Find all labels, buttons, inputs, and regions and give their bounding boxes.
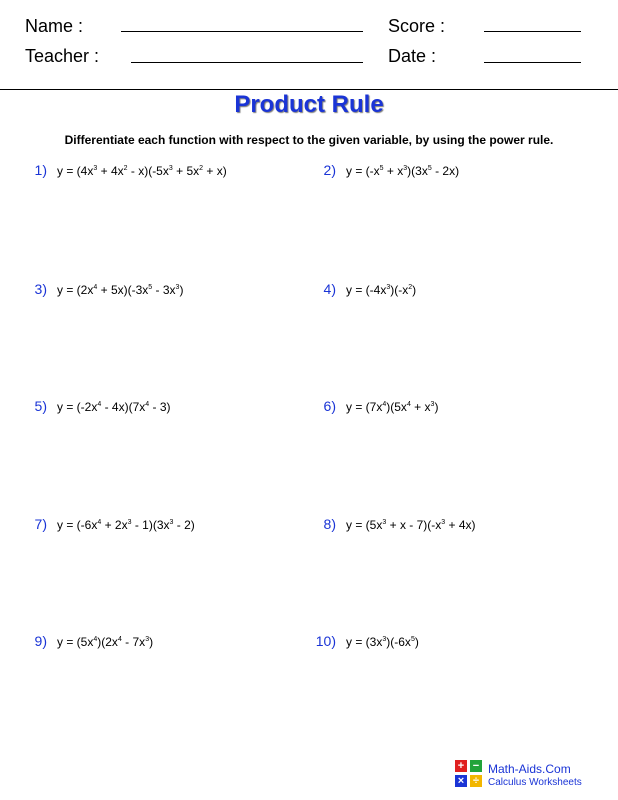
- problem-6: [310, 398, 438, 414]
- exponent: 5: [410, 636, 415, 643]
- teacher-label: Teacher :: [25, 46, 100, 66]
- expression-text: ): [434, 400, 439, 414]
- exponent: 4: [117, 636, 122, 643]
- problem-8: [310, 516, 476, 532]
- problem-number: 7): [34, 516, 47, 532]
- expression-text: - 1)(3x: [131, 518, 170, 532]
- problem-expression: [57, 400, 171, 414]
- problem-expression: [57, 635, 153, 649]
- name-line: [121, 31, 363, 32]
- exponent: 3: [382, 636, 387, 643]
- expression-text: ): [149, 635, 154, 649]
- expression-text: + x - 7)(-x: [386, 518, 442, 532]
- score-line: [484, 31, 581, 32]
- expression-text: + x): [203, 164, 227, 178]
- problem-7: [21, 516, 195, 532]
- exponent: 3: [127, 519, 132, 526]
- expression-text: y = (7x: [346, 400, 383, 414]
- problem-expression: [57, 518, 195, 532]
- exponent: 4: [93, 636, 98, 643]
- expression-text: + 5x: [172, 164, 200, 178]
- exponent: 3: [403, 165, 408, 172]
- expression-text: - 2): [173, 518, 195, 532]
- exponent: 2: [199, 165, 204, 172]
- exponent: 5: [427, 165, 432, 172]
- problem-10: [310, 633, 419, 649]
- expression-text: )(-6x: [386, 635, 411, 649]
- expression-text: )(5x: [386, 400, 407, 414]
- exponent: 4: [97, 519, 102, 526]
- expression-text: + x: [410, 400, 431, 414]
- expression-text: y = (4x: [57, 164, 94, 178]
- expression-text: y = (2x: [57, 283, 94, 297]
- expression-text: + x: [383, 164, 404, 178]
- exponent: 3: [175, 284, 180, 291]
- problem-expression: [346, 635, 419, 649]
- exponent: 3: [386, 284, 391, 291]
- expression-text: - 2x): [431, 164, 460, 178]
- date-label: Date :: [388, 46, 437, 66]
- expression-text: ): [179, 283, 184, 297]
- expression-text: - 3): [149, 400, 171, 414]
- exponent: 3: [93, 165, 98, 172]
- expression-text: )(3x: [407, 164, 428, 178]
- footer-site-name: Math-Aids.Com: [488, 762, 571, 776]
- problem-4: [310, 281, 416, 297]
- logo-plus-icon: +: [455, 760, 467, 772]
- header-separator: [0, 89, 618, 90]
- expression-text: y = (5x: [57, 635, 94, 649]
- math-aids-logo-icon: [455, 760, 483, 788]
- problem-5: [21, 398, 171, 414]
- exponent: 3: [169, 519, 174, 526]
- problem-number: 10): [315, 633, 336, 649]
- date-line: [484, 62, 581, 63]
- exponent: 2: [123, 165, 128, 172]
- problem-number: 8): [323, 516, 336, 532]
- exponent: 5: [379, 165, 384, 172]
- expression-text: y = (-4x: [346, 283, 387, 297]
- name-label: Name :: [25, 16, 84, 36]
- page-title: Product Rule: [234, 91, 384, 118]
- logo-divide-icon: ÷: [470, 775, 482, 787]
- problem-number: 1): [34, 162, 47, 178]
- expression-text: + 4x): [445, 518, 476, 532]
- logo-minus-icon: −: [470, 760, 482, 772]
- teacher-line: [131, 62, 363, 63]
- problem-number: 2): [323, 162, 336, 178]
- problem-number: 6): [323, 398, 336, 414]
- expression-text: - x)(-5x: [127, 164, 169, 178]
- problem-number: 4): [323, 281, 336, 297]
- expression-text: y = (-6x: [57, 518, 98, 532]
- problem-3: [21, 281, 183, 297]
- problem-expression: [346, 518, 476, 532]
- problem-9: [21, 633, 153, 649]
- exponent: 4: [93, 284, 98, 291]
- problem-1: [21, 162, 227, 178]
- logo-times-icon: ×: [455, 775, 467, 787]
- exponent: 3: [382, 519, 387, 526]
- problem-number: 5): [34, 398, 47, 414]
- exponent: 3: [441, 519, 446, 526]
- exponent: 4: [97, 401, 102, 408]
- exponent: 3: [430, 401, 435, 408]
- expression-text: y = (-x: [346, 164, 380, 178]
- problem-2: [310, 162, 459, 178]
- problem-expression: [57, 164, 227, 178]
- expression-text: ): [414, 635, 419, 649]
- problem-number: 3): [34, 281, 47, 297]
- score-label: Score :: [388, 16, 446, 36]
- exponent: 4: [145, 401, 150, 408]
- expression-text: + 4x: [97, 164, 124, 178]
- problem-number: 9): [34, 633, 47, 649]
- exponent: 3: [145, 636, 150, 643]
- expression-text: + 5x)(-3x: [97, 283, 149, 297]
- expression-text: y = (3x: [346, 635, 383, 649]
- expression-text: ): [412, 283, 417, 297]
- expression-text: - 7x: [121, 635, 146, 649]
- exponent: 4: [406, 401, 411, 408]
- footer-subtitle: Calculus Worksheets: [488, 777, 582, 788]
- exponent: 5: [148, 284, 153, 291]
- expression-text: y = (5x: [346, 518, 383, 532]
- exponent: 2: [408, 284, 413, 291]
- problem-expression: [57, 283, 183, 297]
- expression-text: )(-x: [390, 283, 409, 297]
- problem-expression: [346, 164, 459, 178]
- expression-text: + 2x: [101, 518, 128, 532]
- problem-expression: [346, 283, 416, 297]
- expression-text: )(2x: [97, 635, 118, 649]
- problem-expression: [346, 400, 438, 414]
- instructions: Differentiate each function with respect to the given variable, by using the power rule.: [64, 133, 554, 147]
- expression-text: - 3x: [152, 283, 176, 297]
- exponent: 4: [382, 401, 387, 408]
- exponent: 3: [168, 165, 173, 172]
- expression-text: - 4x)(7x: [101, 400, 146, 414]
- expression-text: y = (-2x: [57, 400, 98, 414]
